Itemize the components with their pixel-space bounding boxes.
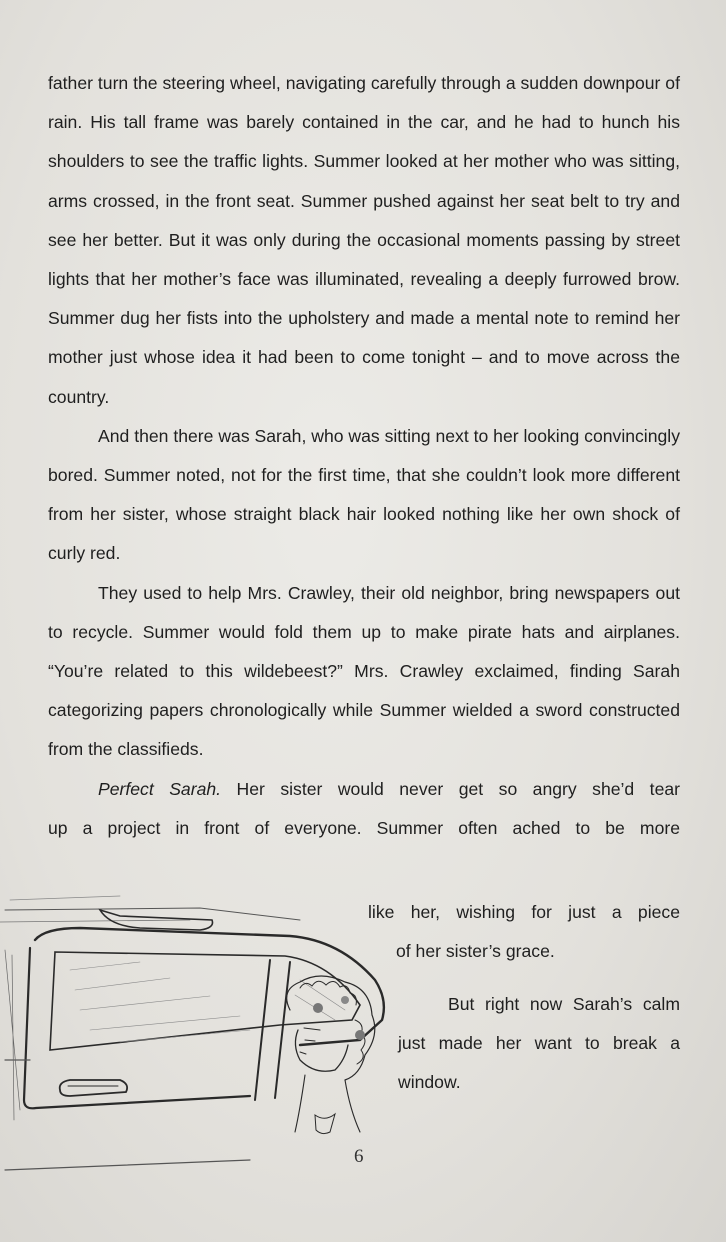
paragraph-2: And then there was Sarah, who was sitting next to her looking convincingly bored. Summer noted, not for the first time, that she couldn’t look more different from her sister, whose straight black hair looked nothing like her own shock of curly red. — [48, 425, 680, 564]
wrapped-line-1: like her, wishing for just a piece — [368, 902, 680, 922]
final-paragraph-block — [398, 985, 680, 1103]
paragraph-4-line-2: up a project in front of everyone. Summer often ached to be more — [48, 817, 680, 838]
paragraph-4-text: Her sister would never get so angry she’d tear — [236, 778, 680, 799]
paragraph-4-line-1 — [48, 770, 680, 809]
body-text — [48, 64, 680, 848]
page-number: 6 — [354, 1146, 364, 1167]
perfect-sarah-italic: Perfect Sarah. — [98, 778, 222, 799]
wrapped-line-2: of her sister’s grace. — [396, 941, 555, 962]
wrapped-text — [368, 893, 680, 971]
paragraph-5: But right now Sarah’s calm just made her want to break a window. — [398, 994, 680, 1093]
paragraph-1: father turn the steering wheel, navigating carefully through a sudden downpour of rain. His tall frame was barely contained in the car, and he had to hunch his shoulders to see the traffic lights. Summer looked at her mother who was sitting, arms crossed, in the front seat. Summer pushed against her seat belt to try and see her better. But it was only during the occasional moments passing by street lights that her mother’s face was illuminated, revealing a deeply furrowed brow. Summer dug her fists into the upholstery and made a mental note to remind her mother just whose idea it had been to come tonight – and to move across the country. — [48, 73, 680, 407]
car-window-illustration — [0, 870, 400, 1190]
paragraph-3: They used to help Mrs. Crawley, their old neighbor, bring newspapers out to recycle. Summer would fold them up to make pirate hats and airplanes. “You’re related to this wildebeest?” Mrs. Crawley exclaimed, finding Sarah categorizing papers chronologically while Summer wielded a sword constructed from the classifieds. — [48, 582, 680, 760]
